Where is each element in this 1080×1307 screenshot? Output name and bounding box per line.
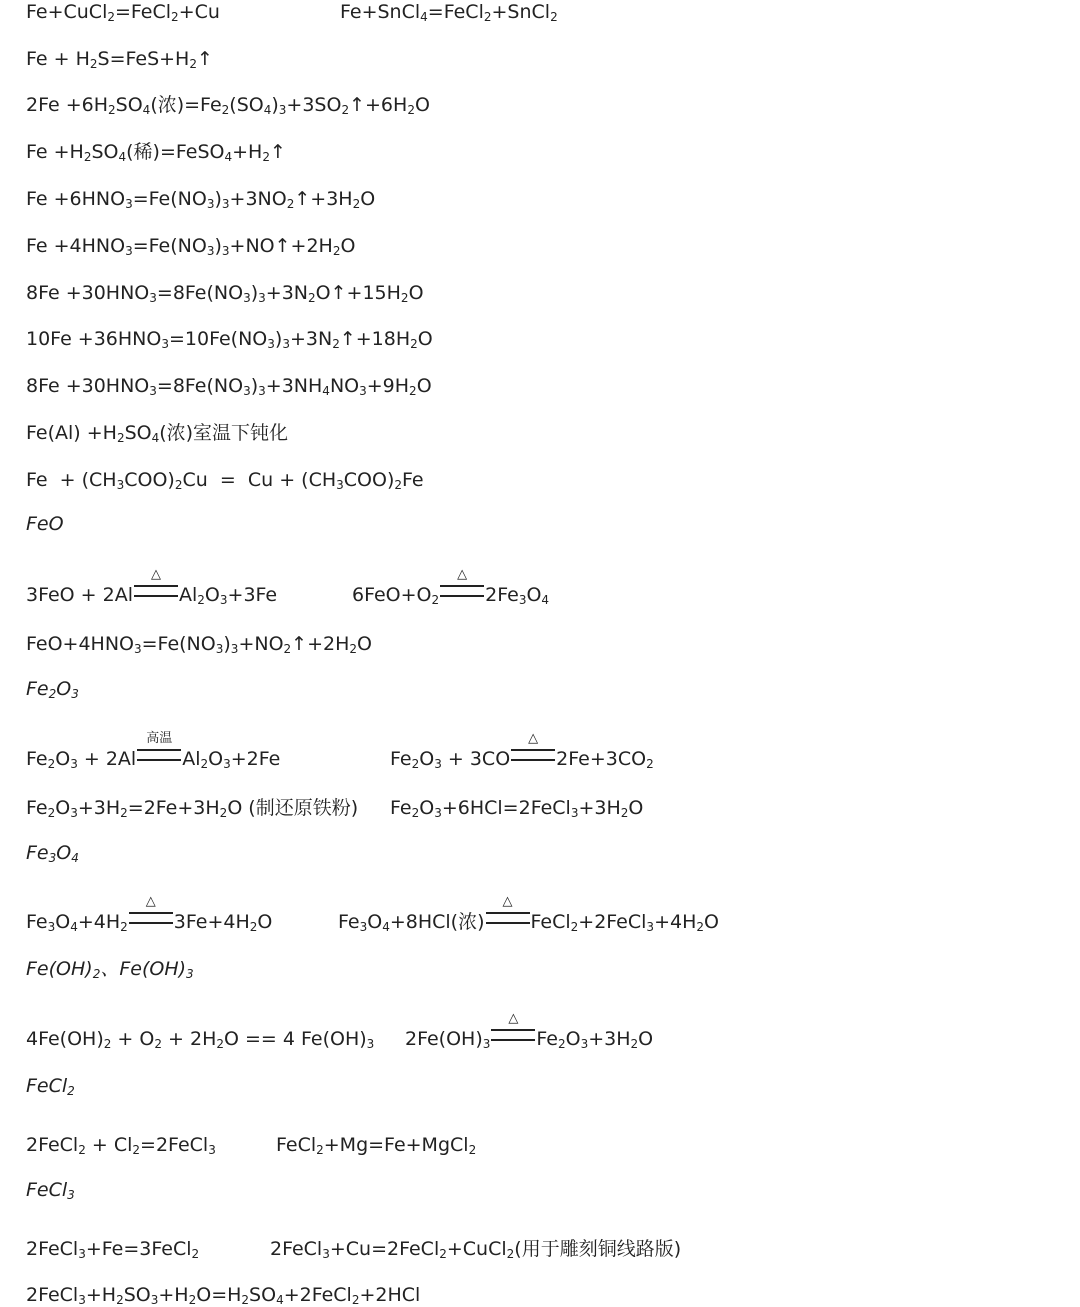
section-heading: FeO — [26, 513, 64, 535]
condition-label: △ — [457, 567, 468, 582]
reaction-condition-arrow — [486, 894, 530, 924]
condition-label: △ — [502, 894, 513, 909]
condition-label: △ — [151, 567, 161, 582]
equation — [405, 1011, 654, 1051]
section-heading: $Fe_2O_3$ — [26, 678, 79, 701]
equation-text: $Fe_3O_4+4H_2$ △ $3Fe+4H_2O$ — [26, 894, 273, 934]
equation — [26, 234, 355, 258]
equation — [276, 1133, 476, 1157]
equation — [26, 187, 375, 211]
condition-label: 高温 — [146, 731, 173, 746]
equation — [26, 281, 424, 305]
equation-text: $Fe_2O_3 + 2Al$ 高温 $Al_2O_3+2Fe$ — [26, 731, 281, 771]
equation-text: $Fe +4HNO_3=Fe(NO_3)_3+NO↑+2H_2O$ — [26, 235, 356, 258]
equation-text: $Fe +H_2SO_4$(稀)$=FeSO_4+H_2↑$ — [26, 141, 286, 164]
reaction-condition-arrow — [129, 894, 173, 924]
equation-text: $Fe_3O_4+8HCl$(浓) △ $FeCl_2+2FeCl_3+4H_2O$ — [338, 894, 719, 934]
equation-text: $2Fe +6H_2SO_4$(浓)$=Fe_2(SO_4)_3+3SO_2↑+6H_2O$ — [26, 94, 430, 117]
equation-text: FeCl$_2$+Mg=Fe+MgCl$_2$ — [276, 1134, 477, 1157]
equation-text: $Fe(Al) +H_2SO_4$(浓)室温下钝化 — [26, 422, 289, 445]
section-heading: FeCl$_3$ — [26, 1179, 75, 1202]
equation-text: $4Fe(OH)_2 + O_2 + 2H_2O == 4$ $Fe(OH)_3$ — [26, 1028, 375, 1051]
reaction-condition-arrow — [134, 567, 178, 597]
equation — [26, 796, 358, 820]
section-heading: FeCl$_2$ — [26, 1075, 75, 1098]
reaction-condition-arrow — [440, 567, 484, 597]
equation-text: $8Fe +30HNO_3=8Fe(NO_3)_3+3N_2O↑+15H_2O$ — [26, 282, 424, 305]
reaction-condition-arrow — [137, 731, 181, 761]
equation — [26, 421, 288, 445]
condition-label: △ — [508, 1011, 519, 1026]
equation-text: $FeO+4HNO_3=Fe(NO_3)_3+NO_2↑+2H_2O$ — [26, 633, 372, 656]
equation-text: $2FeCl_3+H_2SO_3+H_2O=H_2SO_4+2FeCl_2+2HCl$ — [26, 1284, 421, 1307]
condition-label: △ — [528, 731, 539, 746]
equation — [26, 1237, 199, 1261]
equation — [26, 894, 273, 934]
equation — [26, 1283, 420, 1307]
equation-text: 2FeCl$_3$+Cu=2FeCl$_2$+CuCl$_2$(用于雕刻铜线路版) — [270, 1238, 682, 1261]
equation — [26, 327, 433, 351]
equation-text: $Fe_2O_3+3H_2=2Fe+3H_2O$ (制还原铁粉) — [26, 797, 359, 820]
equation-text: $Fe +6HNO_3=Fe(NO_3)_3+3NO_2↑+3H_2O$ — [26, 188, 376, 211]
equation — [26, 731, 281, 771]
equation — [390, 796, 643, 820]
equation-text: $Fe + (CH_3COO)_2Cu = Cu + (CH_3COO)_2Fe$ — [26, 469, 424, 492]
equation — [26, 567, 278, 607]
equation — [270, 1237, 681, 1261]
equation — [338, 894, 719, 934]
equation-text: Fe+CuCl$_2$=FeCl$_2$+Cu — [26, 1, 220, 24]
equation-text: $6FeO+O_2$ △ $2Fe_3O_4$ — [352, 567, 550, 607]
equation-text: $10Fe +36HNO_3=10Fe(NO_3)_3+3N_2↑+18H_2O$ — [26, 328, 433, 351]
equation — [26, 140, 286, 164]
equation — [26, 93, 430, 117]
equation-text: $Fe_2O_3+6HCl=2FeCl_3+3H_2O$ — [390, 797, 644, 820]
equation-text: $8Fe +30HNO_3=8Fe(NO_3)_3+3NH_4NO_3+9H_2O$ — [26, 375, 432, 398]
equation-text: $Fe_2O_3 + 3CO$ △ $2Fe+3CO_2$ — [390, 731, 654, 771]
equation-text: Fe+SnCl$_4$=FeCl$_2$+SnCl$_2$ — [340, 1, 558, 24]
equation-text: 2FeCl$_3$+Fe=3FeCl$_2$ — [26, 1238, 200, 1261]
equation — [26, 1133, 216, 1157]
reaction-condition-arrow — [491, 1011, 535, 1041]
equation — [390, 731, 654, 771]
equation — [26, 47, 213, 71]
equation — [340, 0, 558, 24]
equation-text: $2Fe(OH)_3$ △ $Fe_2O_3+3H_2O$ — [405, 1011, 654, 1051]
equation — [26, 1027, 374, 1051]
section-heading: $Fe_3O_4$ — [26, 842, 79, 865]
equation — [26, 374, 432, 398]
equation-text: 3FeO + 2Al △ $Al_2O_3+3Fe$ — [26, 567, 278, 607]
equation — [352, 567, 550, 607]
equation-text: $Fe + H_2S=FeS+H_2↑$ — [26, 48, 213, 71]
reaction-condition-arrow — [511, 731, 555, 761]
equation — [26, 632, 372, 656]
section-heading: $Fe(OH)_2$、$Fe(OH)_3$ — [26, 958, 194, 981]
equation — [26, 468, 424, 492]
condition-label: △ — [145, 894, 156, 909]
equation-text: 2FeCl$_2$ + $Cl_2=2FeCl_3$ — [26, 1134, 216, 1157]
equation — [26, 0, 220, 24]
